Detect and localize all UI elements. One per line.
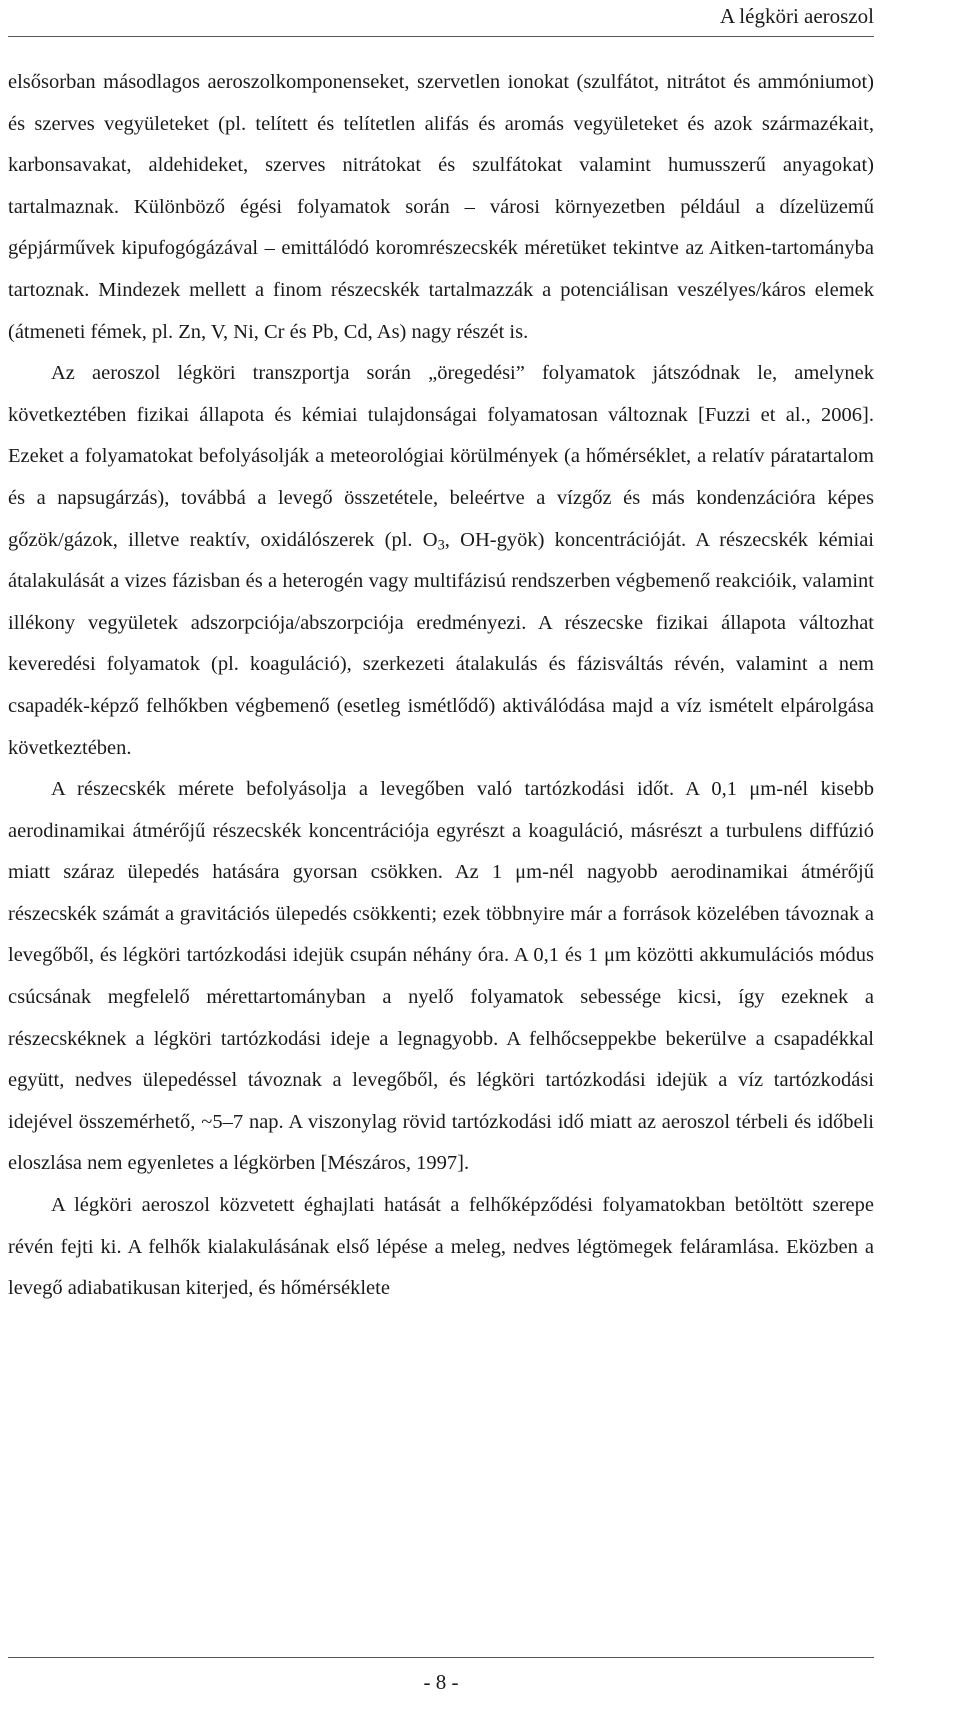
paragraph-text: Az aeroszol légköri transzportja során „öregedési” folyamatok játszódnak le, amelynek következtében fizikai állapota és kémiai tulajdonságai folyamatosan változnak [Fuzzi et al., 2006]. Ezeket a folyamatokat befolyásolják a meteorológiai körülmények (a hőmérséklet, a relatív páratartalom és a napsugárzás), továbbá a levegő összetétele, beleértve a vízgőz és más kondenzációra képes gőzök/gázok, illetve reaktív, oxidálószerek (pl. O [8,362,874,551]
paragraph-text: , OH-gyök) koncentrációját. A részecskék kémiai átalakulását a vizes fázisban és a heterogén vagy multifázisú rendszerben végbemenő reakcióik, valamint illékony vegyületek adszorpciója/abszorpciója eredményezi. A részecske fizikai állapota változhat keveredési folyamatok (pl. koaguláció), szerkezeti átalakulás és fázisváltás révén, valamint a nem csapadék-képző felhőkben végbemenő (esetleg ismétlődő) aktiválódása majd a víz ismételt elpárolgása következtében. [8,528,874,759]
paragraph-text: A részecskék mérete befolyásolja a levegőben való tartózkodási időt. A 0,1 μm-nél kisebb aerodinamikai átmérőjű részecskék koncentrációja egyrészt a koaguláció, másrészt a turbulens diffúzió miatt száraz ülepedés hatására gyorsan csökken. Az 1 μm-nél nagyobb aerodinamikai átmérőjű részecskék számát a gravitációs ülepedés csökkenti; ezek többnyire már a források közelében távoznak a levegőből, és légköri tartózkodási idejük csupán néhány óra. A 0,1 és 1 μm közötti akkumulációs módus csúcsának megfelelő mérettartományban a nyelő folyamatok sebessége kicsi, így ezeknek a részecskéknek a légköri tartózkodási ideje a legnagyobb. A felhőcseppekbe bekerülve a csapadékkal együtt, nedves ülepedéssel távoznak a levegőből, és légköri tartózkodási idejük a víz tartózkodási idejével összemérhető, ~5–7 nap. A viszonylag rövid tartózkodási idő miatt az aeroszol térbeli és időbeli eloszlása nem egyenletes a légkörben [Mészáros, 1997]. [8,778,874,1175]
paragraph-text: A légköri aeroszol közvetett éghajlati hatását a felhőképződési folyamatokban betöltött szerepe révén fejti ki. A felhők kialakulásának első lépése a meleg, nedves légtömegek feláramlása. Eközben a levegő adiabatikusan kiterjed, és hőmérséklete [8,1194,874,1300]
footer-divider [8,1657,874,1658]
subscript-3: 3 [437,537,445,554]
paragraph-3 [8,769,874,1185]
document-body [8,62,874,1310]
paragraph-text: elsősorban másodlagos aeroszolkomponenseket, szervetlen ionokat (szulfátot, nitrátot és ammóniumot) és szerves vegyületeket (pl. telített és telítetlen alifás és aromás vegyületeket és azok származékait, karbonsavakat, aldehideket, szerves nitrátokat és szulfátokat valamint humusszerű anyagokat) tartalmaznak. Különböző égési folyamatok során – városi környezetben például a dízelüzemű gépjárművek kipufogógázával – emittálódó koromrészecskék méretüket tekintve az Aitken-tartományba tartoznak. Mindezek mellett a finom részecskék tartalmazzák a potenciálisan veszélyes/káros elemek (átmeneti fémek, pl. Zn, V, Ni, Cr és Pb, Cd, As) nagy részét is. [8,71,874,343]
header-divider [8,36,874,37]
running-title: A légköri aeroszol [720,4,874,28]
paragraph-1 [8,62,874,353]
paragraph-2 [8,353,874,769]
paragraph-4 [8,1185,874,1310]
page-number: - 8 - [423,1670,459,1694]
